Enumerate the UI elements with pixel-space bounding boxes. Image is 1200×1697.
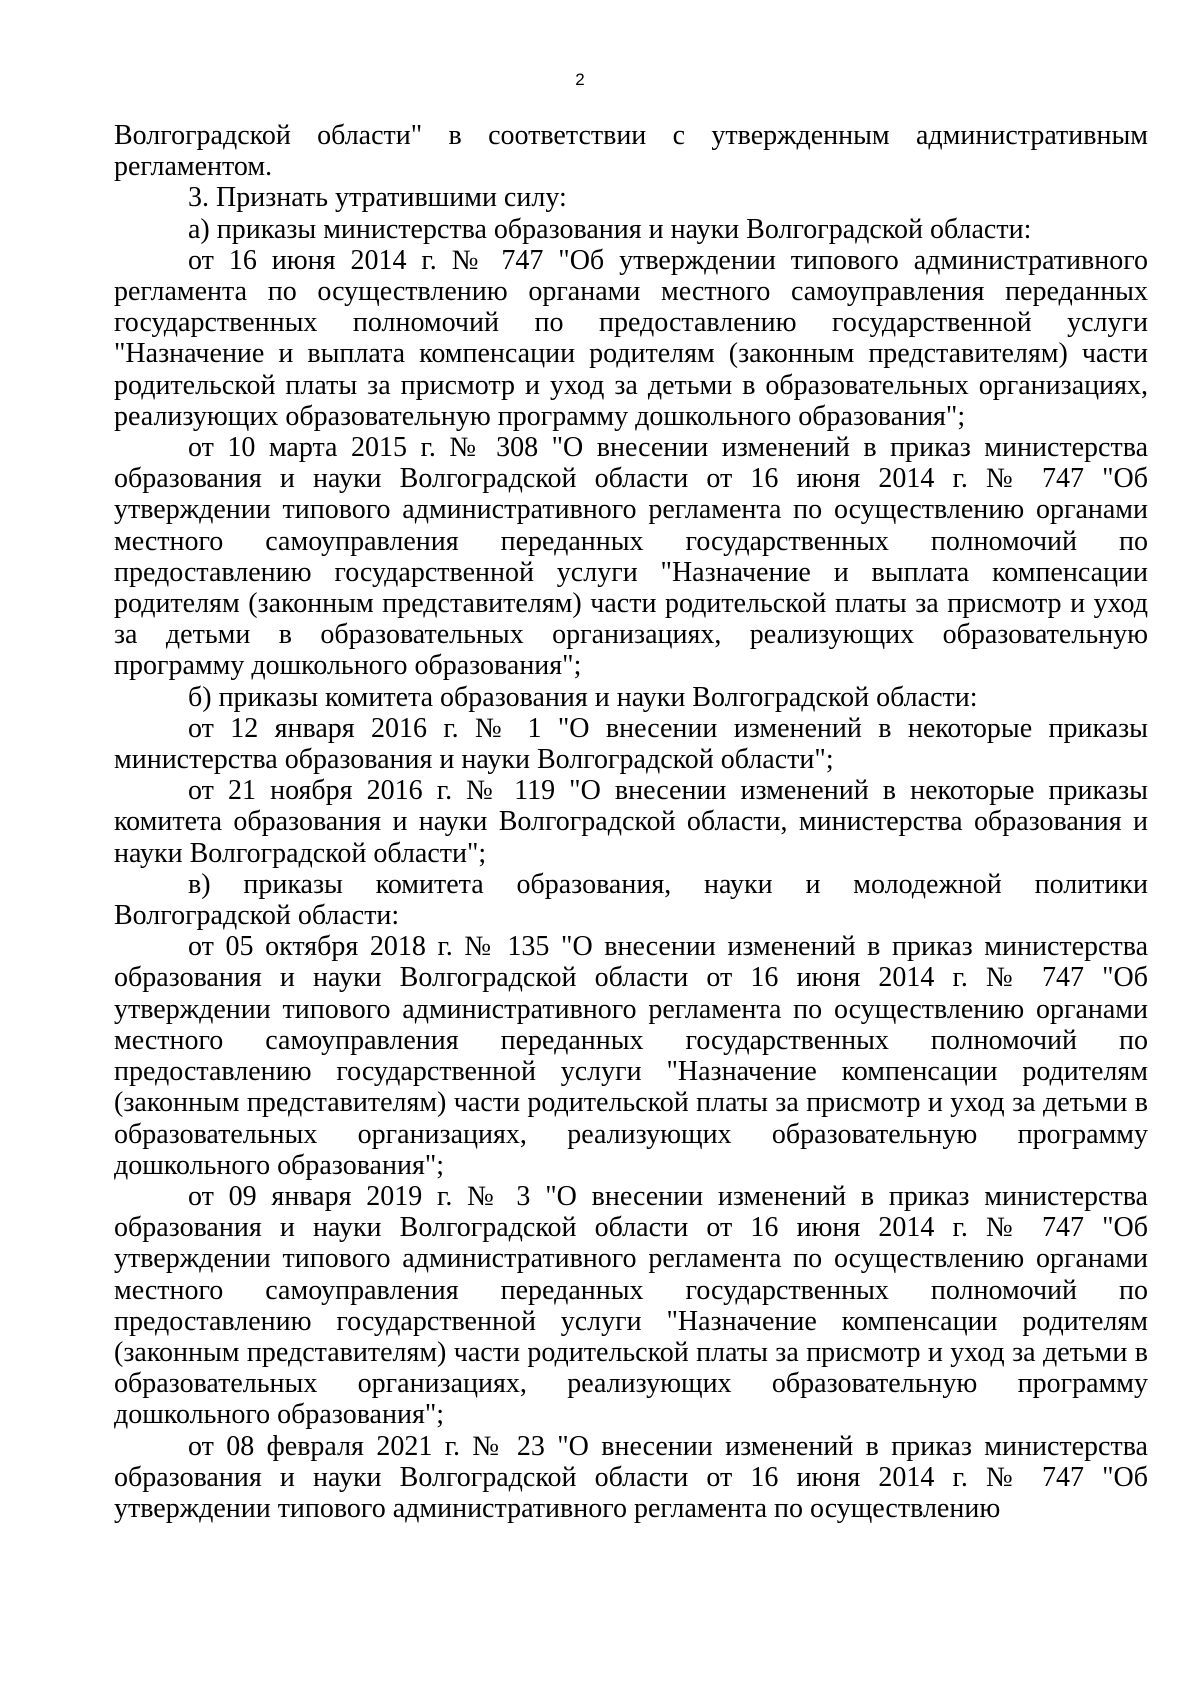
paragraph-subitem-a: а) приказы министерства образования и науки Волгоградской области:	[188, 213, 1032, 245]
document-body	[114, 120, 1148, 1524]
paragraph-order-23: от 08 февраля 2021 г. № 23 "О внесении изменений в приказ министерства образования и науки Волгоградской области от 16 июня 2014 г. № 747 "Об утверждении типового административного регламента по осуществлению	[114, 1430, 1148, 1524]
paragraph-continuation: Волгоградской области" в соответствии с утвержденным административным регламентом.	[114, 120, 1148, 183]
paragraph-item-3: 3. Признать утратившими силу:	[188, 182, 567, 214]
paragraph-subitem-b: б) приказы комитета образования и науки Волгоградской области:	[188, 681, 978, 713]
paragraph-subitem-v: в) приказы комитета образования, науки и молодежной политики Волгоградской области:	[114, 868, 1148, 932]
paragraph-order-119: от 21 ноября 2016 г. № 119 "О внесении изменений в некоторые приказы комитета образования и науки Волгоградской области, министерства образования и науки Волгоградской области";	[114, 775, 1148, 869]
paragraph-order-1: от 12 января 2016 г. № 1 "О внесении изменений в некоторые приказы министерства образования и науки Волгоградской области";	[114, 712, 1148, 776]
paragraph-order-135: от 05 октября 2018 г. № 135 "О внесении изменений в приказ министерства образования и науки Волгоградской области от 16 июня 2014 г. № 747 "Об утверждении типового административного регламента по осуществлению органами местного самоуправления переданных государственных полномочий по предоставлению государственной услуги "Назначение компенсации родителям (законным представителям) части родительской платы за присмотр и уход за детьми в образовательных организациях, реализующих образовательную программу дошкольного образования";	[114, 931, 1148, 1181]
page-number: 2	[575, 70, 585, 89]
paragraph-order-3: от 09 января 2019 г. № 3 "О внесении изменений в приказ министерства образования и науки Волгоградской области от 16 июня 2014 г. № 747 "Об утверждении типового административного регламента по осуществлению органами местного самоуправления переданных государственных полномочий по предоставлению государственной услуги "Назначение компенсации родителям (законным представителям) части родительской платы за присмотр и уход за детьми в образовательных организациях, реализующих образовательную программу дошкольного образования";	[114, 1180, 1148, 1431]
paragraph-order-308: от 10 марта 2015 г. № 308 "О внесении изменений в приказ министерства образования и науки Волгоградской области от 16 июня 2014 г. № 747 "Об утверждении типового административного регламента по осуществлению органами местного самоуправления переданных государственных полномочий по предоставлению государственной услуги "Назначение и выплата компенсации родителям (законным представителям) части родительской платы за присмотр и уход за детьми в образовательных организациях, реализующих образовательную программу дошкольного образования";	[114, 432, 1148, 682]
paragraph-order-747: от 16 июня 2014 г. № 747 "Об утверждении типового административного регламента по осуществлению органами местного самоуправления переданных государственных полномочий по предоставлению государственной услуги "Назначение и выплата компенсации родителям (законным представителям) части родительской платы за присмотр и уход за детьми в образовательных организациях, реализующих образовательную программу дошкольного образования";	[114, 244, 1148, 432]
